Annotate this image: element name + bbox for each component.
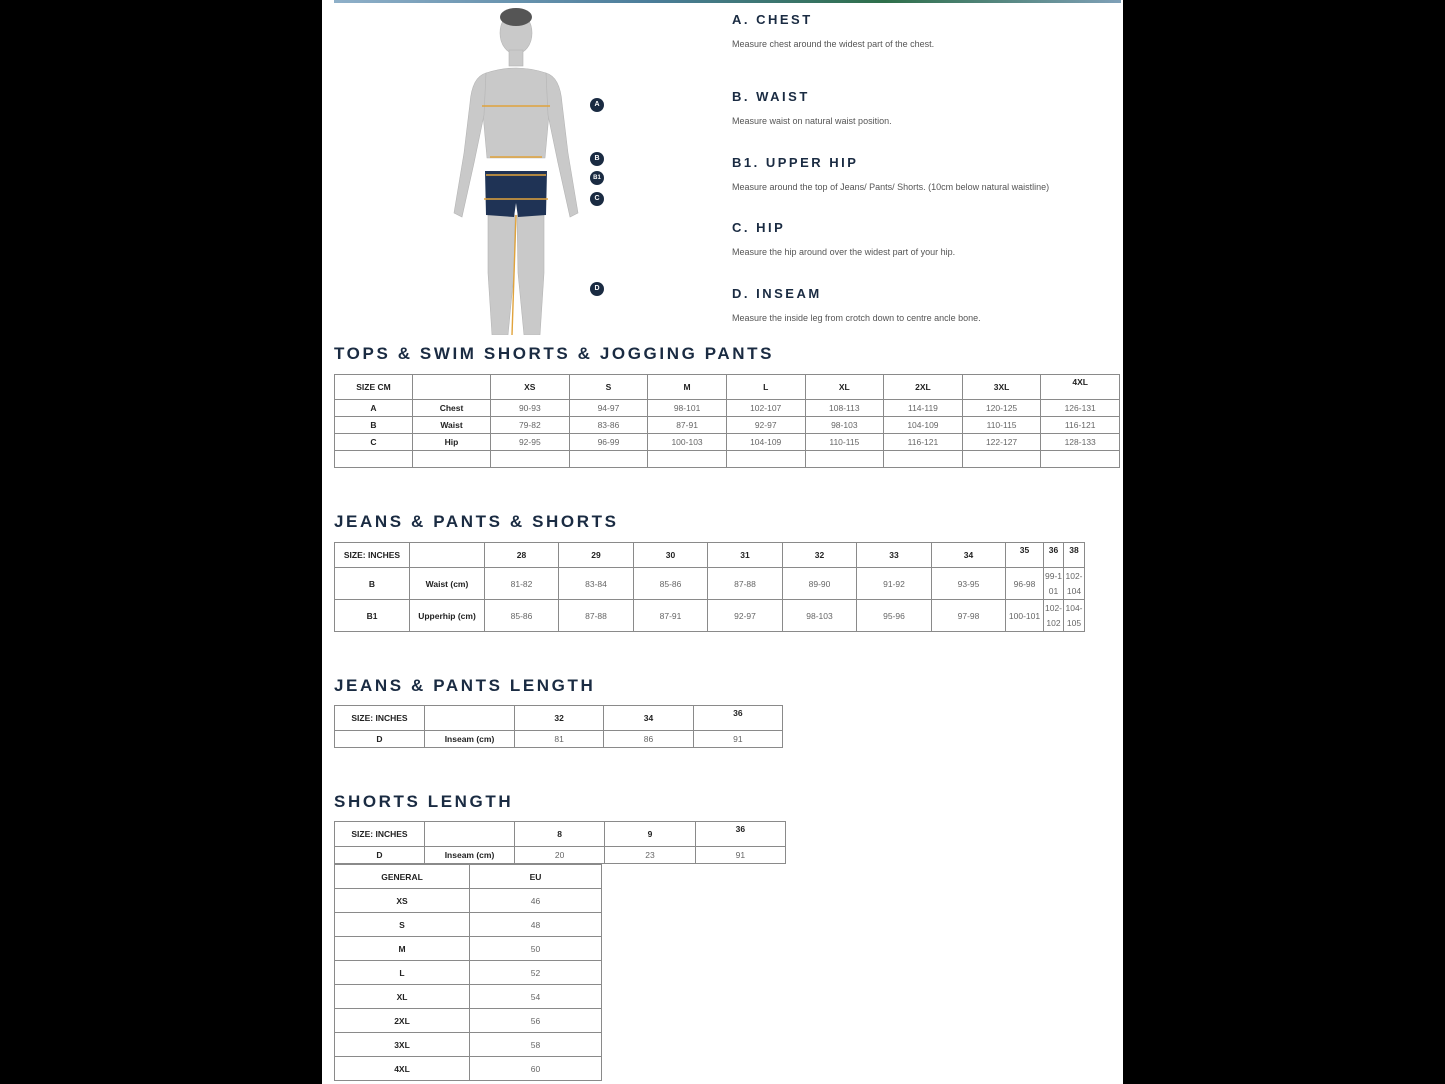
header-cell: 30	[634, 543, 708, 568]
table-header-row	[335, 375, 1120, 400]
header-cell: 34	[604, 706, 693, 731]
cell: 52	[470, 961, 602, 985]
cell: 92-97	[708, 600, 783, 632]
cell: 95-96	[857, 600, 932, 632]
cell: 102-102	[1044, 600, 1064, 632]
cell: 60	[470, 1057, 602, 1081]
header-cell: XL	[805, 375, 884, 400]
measure-upper-hip-desc: Measure around the top of Jeans/ Pants/ Shorts. (10cm below natural waistline)	[732, 182, 1050, 192]
cell: A	[335, 400, 413, 417]
table-row	[335, 400, 1120, 417]
cell: 108-113	[805, 400, 884, 417]
cell: XL	[335, 985, 470, 1009]
marker-b1-badge: B1	[590, 171, 604, 185]
cell: 120-125	[962, 400, 1041, 417]
marker-d-badge: D	[590, 282, 604, 296]
cell: 87-88	[559, 600, 634, 632]
cell: 86	[604, 731, 693, 748]
cell: 126-131	[1041, 400, 1120, 417]
table-row	[335, 937, 602, 961]
general-eu-size-table	[334, 864, 602, 1081]
table-row	[335, 889, 602, 913]
cell: 92-97	[726, 417, 805, 434]
cell: 102-104	[1064, 568, 1085, 600]
header-cell: 2XL	[884, 375, 963, 400]
jeans-length-table	[334, 705, 783, 748]
header-cell: 29	[559, 543, 634, 568]
header-cell: SIZE: INCHES	[335, 543, 410, 568]
table-row	[335, 985, 602, 1009]
cell	[569, 451, 648, 468]
shorts	[485, 171, 547, 217]
table-row	[335, 1057, 602, 1081]
marker-c-badge: C	[590, 192, 604, 206]
measure-hip-title: C. HIP	[732, 220, 786, 235]
header-cell: 36	[693, 706, 782, 731]
table-row	[335, 417, 1120, 434]
cell: 83-86	[569, 417, 648, 434]
tops-section-title: TOPS & SWIM SHORTS & JOGGING PANTS	[334, 344, 775, 363]
cell: 98-101	[648, 400, 727, 417]
cell: D	[335, 847, 425, 864]
cell: 102-107	[726, 400, 805, 417]
measure-inseam-desc: Measure the inside leg from crotch down to centre ancle bone.	[732, 313, 981, 323]
cell: M	[335, 937, 470, 961]
cell: 98-103	[805, 417, 884, 434]
cell: B1	[335, 600, 410, 632]
cell: 104-105	[1064, 600, 1085, 632]
header-cell: M	[648, 375, 727, 400]
cell: 122-127	[962, 434, 1041, 451]
marker-b-badge: B	[590, 152, 604, 166]
cell: 97-98	[932, 600, 1006, 632]
cell: 20	[515, 847, 605, 864]
cell: 92-95	[491, 434, 570, 451]
header-cell: 32	[515, 706, 604, 731]
header-cell: 31	[708, 543, 783, 568]
cell: Inseam (cm)	[425, 847, 515, 864]
cell: 94-97	[569, 400, 648, 417]
table-header-row	[335, 706, 783, 731]
cell: C	[335, 434, 413, 451]
cell	[491, 451, 570, 468]
cell: 96-98	[1006, 568, 1044, 600]
table-row	[335, 1009, 602, 1033]
cell: 116-121	[1041, 417, 1120, 434]
cell: 46	[470, 889, 602, 913]
header-cell: 4XL	[1041, 375, 1120, 400]
cell: Chest	[413, 400, 491, 417]
table-row	[335, 451, 1120, 468]
cell: 23	[605, 847, 695, 864]
header-cell: 36	[1044, 543, 1064, 568]
cell: 100-103	[648, 434, 727, 451]
table-row	[335, 1033, 602, 1057]
table-row	[335, 434, 1120, 451]
cell: B	[335, 568, 410, 600]
cell: 91	[695, 847, 785, 864]
measure-waist-title: B. WAIST	[732, 89, 810, 104]
header-cell: 3XL	[962, 375, 1041, 400]
cell	[335, 451, 413, 468]
cell: 2XL	[335, 1009, 470, 1033]
header-cell: XS	[491, 375, 570, 400]
header-cell: 36	[695, 822, 785, 847]
cell: D	[335, 731, 425, 748]
header-cell: 35	[1006, 543, 1044, 568]
cell: 91-92	[857, 568, 932, 600]
cell: 87-88	[708, 568, 783, 600]
cell: 104-109	[726, 434, 805, 451]
table-row	[335, 568, 1085, 600]
marker-a-badge: A	[590, 98, 604, 112]
size-guide-page	[322, 0, 1123, 1084]
cell	[805, 451, 884, 468]
table-row	[335, 847, 786, 864]
cell: Waist (cm)	[410, 568, 485, 600]
header-cell: 34	[932, 543, 1006, 568]
cell: Upperhip (cm)	[410, 600, 485, 632]
cell: 89-90	[783, 568, 857, 600]
cell: Waist	[413, 417, 491, 434]
cell	[884, 451, 963, 468]
cell: 3XL	[335, 1033, 470, 1057]
shorts-length-section-title: SHORTS LENGTH	[334, 792, 514, 811]
cell: 50	[470, 937, 602, 961]
cell: B	[335, 417, 413, 434]
cell: 79-82	[491, 417, 570, 434]
cell	[962, 451, 1041, 468]
measure-hip-desc: Measure the hip around over the widest part of your hip.	[732, 247, 956, 257]
cell: L	[335, 961, 470, 985]
header-cell: GENERAL	[335, 865, 470, 889]
cell: 114-119	[884, 400, 963, 417]
measure-upper-hip-title: B1. UPPER HIP	[732, 155, 859, 170]
header-cell	[410, 543, 485, 568]
cell: 110-115	[805, 434, 884, 451]
header-cell: 32	[783, 543, 857, 568]
header-cell: L	[726, 375, 805, 400]
header-cell: EU	[470, 865, 602, 889]
cell	[726, 451, 805, 468]
cell: 91	[693, 731, 782, 748]
cell: 110-115	[962, 417, 1041, 434]
cell: 58	[470, 1033, 602, 1057]
header-cell	[425, 822, 515, 847]
header-cell: 33	[857, 543, 932, 568]
header-cell: 9	[605, 822, 695, 847]
jeans-size-table	[334, 542, 1085, 632]
table-header-row	[335, 865, 602, 889]
measure-chest-desc: Measure chest around the widest part of the chest.	[732, 39, 935, 49]
hair	[500, 8, 532, 26]
table-header-row	[335, 543, 1085, 568]
cell: Hip	[413, 434, 491, 451]
cell: XS	[335, 889, 470, 913]
cell: 54	[470, 985, 602, 1009]
cell: 87-91	[634, 600, 708, 632]
table-row	[335, 731, 783, 748]
table-row	[335, 961, 602, 985]
header-cell	[413, 375, 491, 400]
cell: 83-84	[559, 568, 634, 600]
cell: 81	[515, 731, 604, 748]
header-cell: SIZE CM	[335, 375, 413, 400]
cell: 87-91	[648, 417, 727, 434]
cell: Inseam (cm)	[425, 731, 515, 748]
measure-waist-desc: Measure waist on natural waist position.	[732, 116, 892, 126]
cell: 128-133	[1041, 434, 1120, 451]
cell: 81-82	[485, 568, 559, 600]
cell: 4XL	[335, 1057, 470, 1081]
cell: 104-109	[884, 417, 963, 434]
cell: 116-121	[884, 434, 963, 451]
header-cell: SIZE: INCHES	[335, 822, 425, 847]
cell: 90-93	[491, 400, 570, 417]
header-cell: S	[569, 375, 648, 400]
header-cell: 38	[1064, 543, 1085, 568]
measure-inseam-title: D. INSEAM	[732, 286, 822, 301]
cell: 99-101	[1044, 568, 1064, 600]
table-row	[335, 913, 602, 937]
cell: 100-101	[1006, 600, 1044, 632]
cell: 56	[470, 1009, 602, 1033]
cell: S	[335, 913, 470, 937]
measure-chest-title: A. CHEST	[732, 12, 813, 27]
cell: 98-103	[783, 600, 857, 632]
table-header-row	[335, 822, 786, 847]
header-cell: SIZE: INCHES	[335, 706, 425, 731]
cell: 85-86	[634, 568, 708, 600]
header-cell: 28	[485, 543, 559, 568]
table-row	[335, 600, 1085, 632]
shorts-length-table	[334, 821, 786, 864]
jeans-length-section-title: JEANS & PANTS LENGTH	[334, 676, 596, 695]
header-cell: 8	[515, 822, 605, 847]
cell: 96-99	[569, 434, 648, 451]
jeans-section-title: JEANS & PANTS & SHORTS	[334, 512, 619, 531]
cell	[1041, 451, 1120, 468]
cell: 93-95	[932, 568, 1006, 600]
cell	[413, 451, 491, 468]
header-cell	[425, 706, 515, 731]
cell	[648, 451, 727, 468]
tops-size-table	[334, 374, 1120, 468]
cell: 85-86	[485, 600, 559, 632]
cell: 48	[470, 913, 602, 937]
